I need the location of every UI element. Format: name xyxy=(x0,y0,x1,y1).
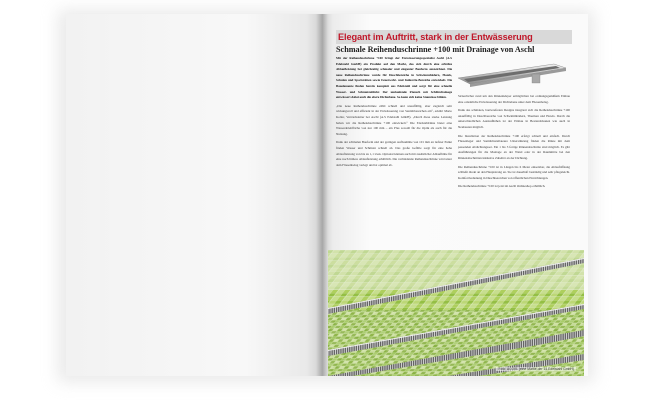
body-paragraph: Die Installation der Reihenduschrinne +100 erfolgt schnell und einfach. Durch Fliesenleger und Sanitärinstallateure Unterstützung finden die Rinne mit dem passenden Abdichtungsset. Ein 1 bis 3 fertige Rinnenabschnitte sind möglich. Es gibt Ausführungen für die Montage an der Wand oder in der Raummitte bei den Rinnenabschnitten inklusive Zubehör an der Dichtung. xyxy=(458,133,570,160)
article-headline-bar xyxy=(336,30,572,44)
shower-floor-photo xyxy=(328,250,584,376)
body-paragraph: Dank der schmalen Bauform und der geringen Aufbauhöhe von 101 mm an tiefster Punkt finden Wasser und Schmutz schnell ab. Das große Gefälle sorgt für eine hohe Ablaufleistung von bis zu 1,1 l/sek. Optional können auch mit zusätzlicher Ablaufhöhe für eine noch höhere Ablaufleistung erhältlich. Die verbindende Reihenduschrinne wird unter dem Fliesenbelag verlegt und ist optimal ab. xyxy=(336,140,452,167)
photo-caption: Foto: ACO/IL (eine Marke der 14 Edelstahl GmbH) xyxy=(498,367,574,371)
article-headline: Elegant im Auftritt, stark in der Entwässerung xyxy=(338,32,533,42)
left-page xyxy=(66,14,322,376)
body-paragraph: Dank des schmalen, barrierefreien Designs integriert sich die Reihenduschrinne +100 unauffällig in Duschbereiche von Schwimmbädern, Thermen und Hotels. Durch die unterschiedlichen Auslaufhöhen ist der Einbau in Bestandsbauten wie auch in Neubauten möglich. xyxy=(458,108,570,129)
body-paragraph: Die Reihenduschrinne +100 ist in Längen bis 6 Meter einsetzbar, die Ablauföffnung schließt direkt an den Hauptstrang an. Sie ist dauerhaft beständig und sehr pflegeleicht. Komfortbedienung in Duschbereichen von öffentlichen Einrichtungen. xyxy=(458,164,570,180)
tile-floor-image xyxy=(328,250,584,376)
right-page xyxy=(322,14,588,376)
body-paragraph: Die Reihenduschrinne +100 ist jetzt im Aschl Onlineshop erhältlich. xyxy=(458,184,546,189)
body-paragraph: „Die neue Reihenduschrinne zählt schnell und unauffällig, aber zugleich sehr wirkungsvoll und effizient in der Entwässerung von Sanitärbereichen ein“, erklärt Mario Koller, Vertriebsleiter bei Aschl (A.S Edelstahl GmbH). „Durch diese starke Leistung haben wir die Reihenduschrinne +100 entwickelt.“ Die Edelstahlrinne bietet eine Wasserableitfläche von nur 100 mm – ein Plus sowohl für die Optik als auch für die Nutzung. xyxy=(336,103,452,136)
article-subhead: Schmale Reihenduschrinne +100 mit Drainage von Aschl xyxy=(336,45,535,54)
drain-channel-photo xyxy=(454,60,570,90)
magazine-gutter xyxy=(316,14,328,376)
body-paragraph: Sickerlöcher rund um den Rinnenkörper ermöglichen bei ordnungsgemäßem Einbau eine ordentliche Entwässerung der Dichtebene unter dem Fliesenbelag. xyxy=(458,94,570,104)
lead-paragraph: Mit der Reihenduschrinne +100 bringt der Entwässerungsspezialist Aschl (A.S Edelstahl GmbH) ein Produkt auf den Markt, das sich durch eine erhöhte Ablaufleistung bei gleichzeitig schmaler und eleganter Bauform auszeichnet. Die neue Reihenduschrinne wurde für Duschbereiche in Schwimmbädern, Hotels, Schulen und Sportstätten sowie Feuerwehr- und Industrie-Bereiche entwickelt. Die Bauelemente finden bereits komplett aus Edelstahl und sorgt für eine schnelle Wasser- und Schmutzabfuhr. Der umlaufende Flansch mit Schlitzdrainage entwässert dabei auch die obere Dichtebene. So kann sich keine Staunässe bilden. xyxy=(336,56,452,100)
